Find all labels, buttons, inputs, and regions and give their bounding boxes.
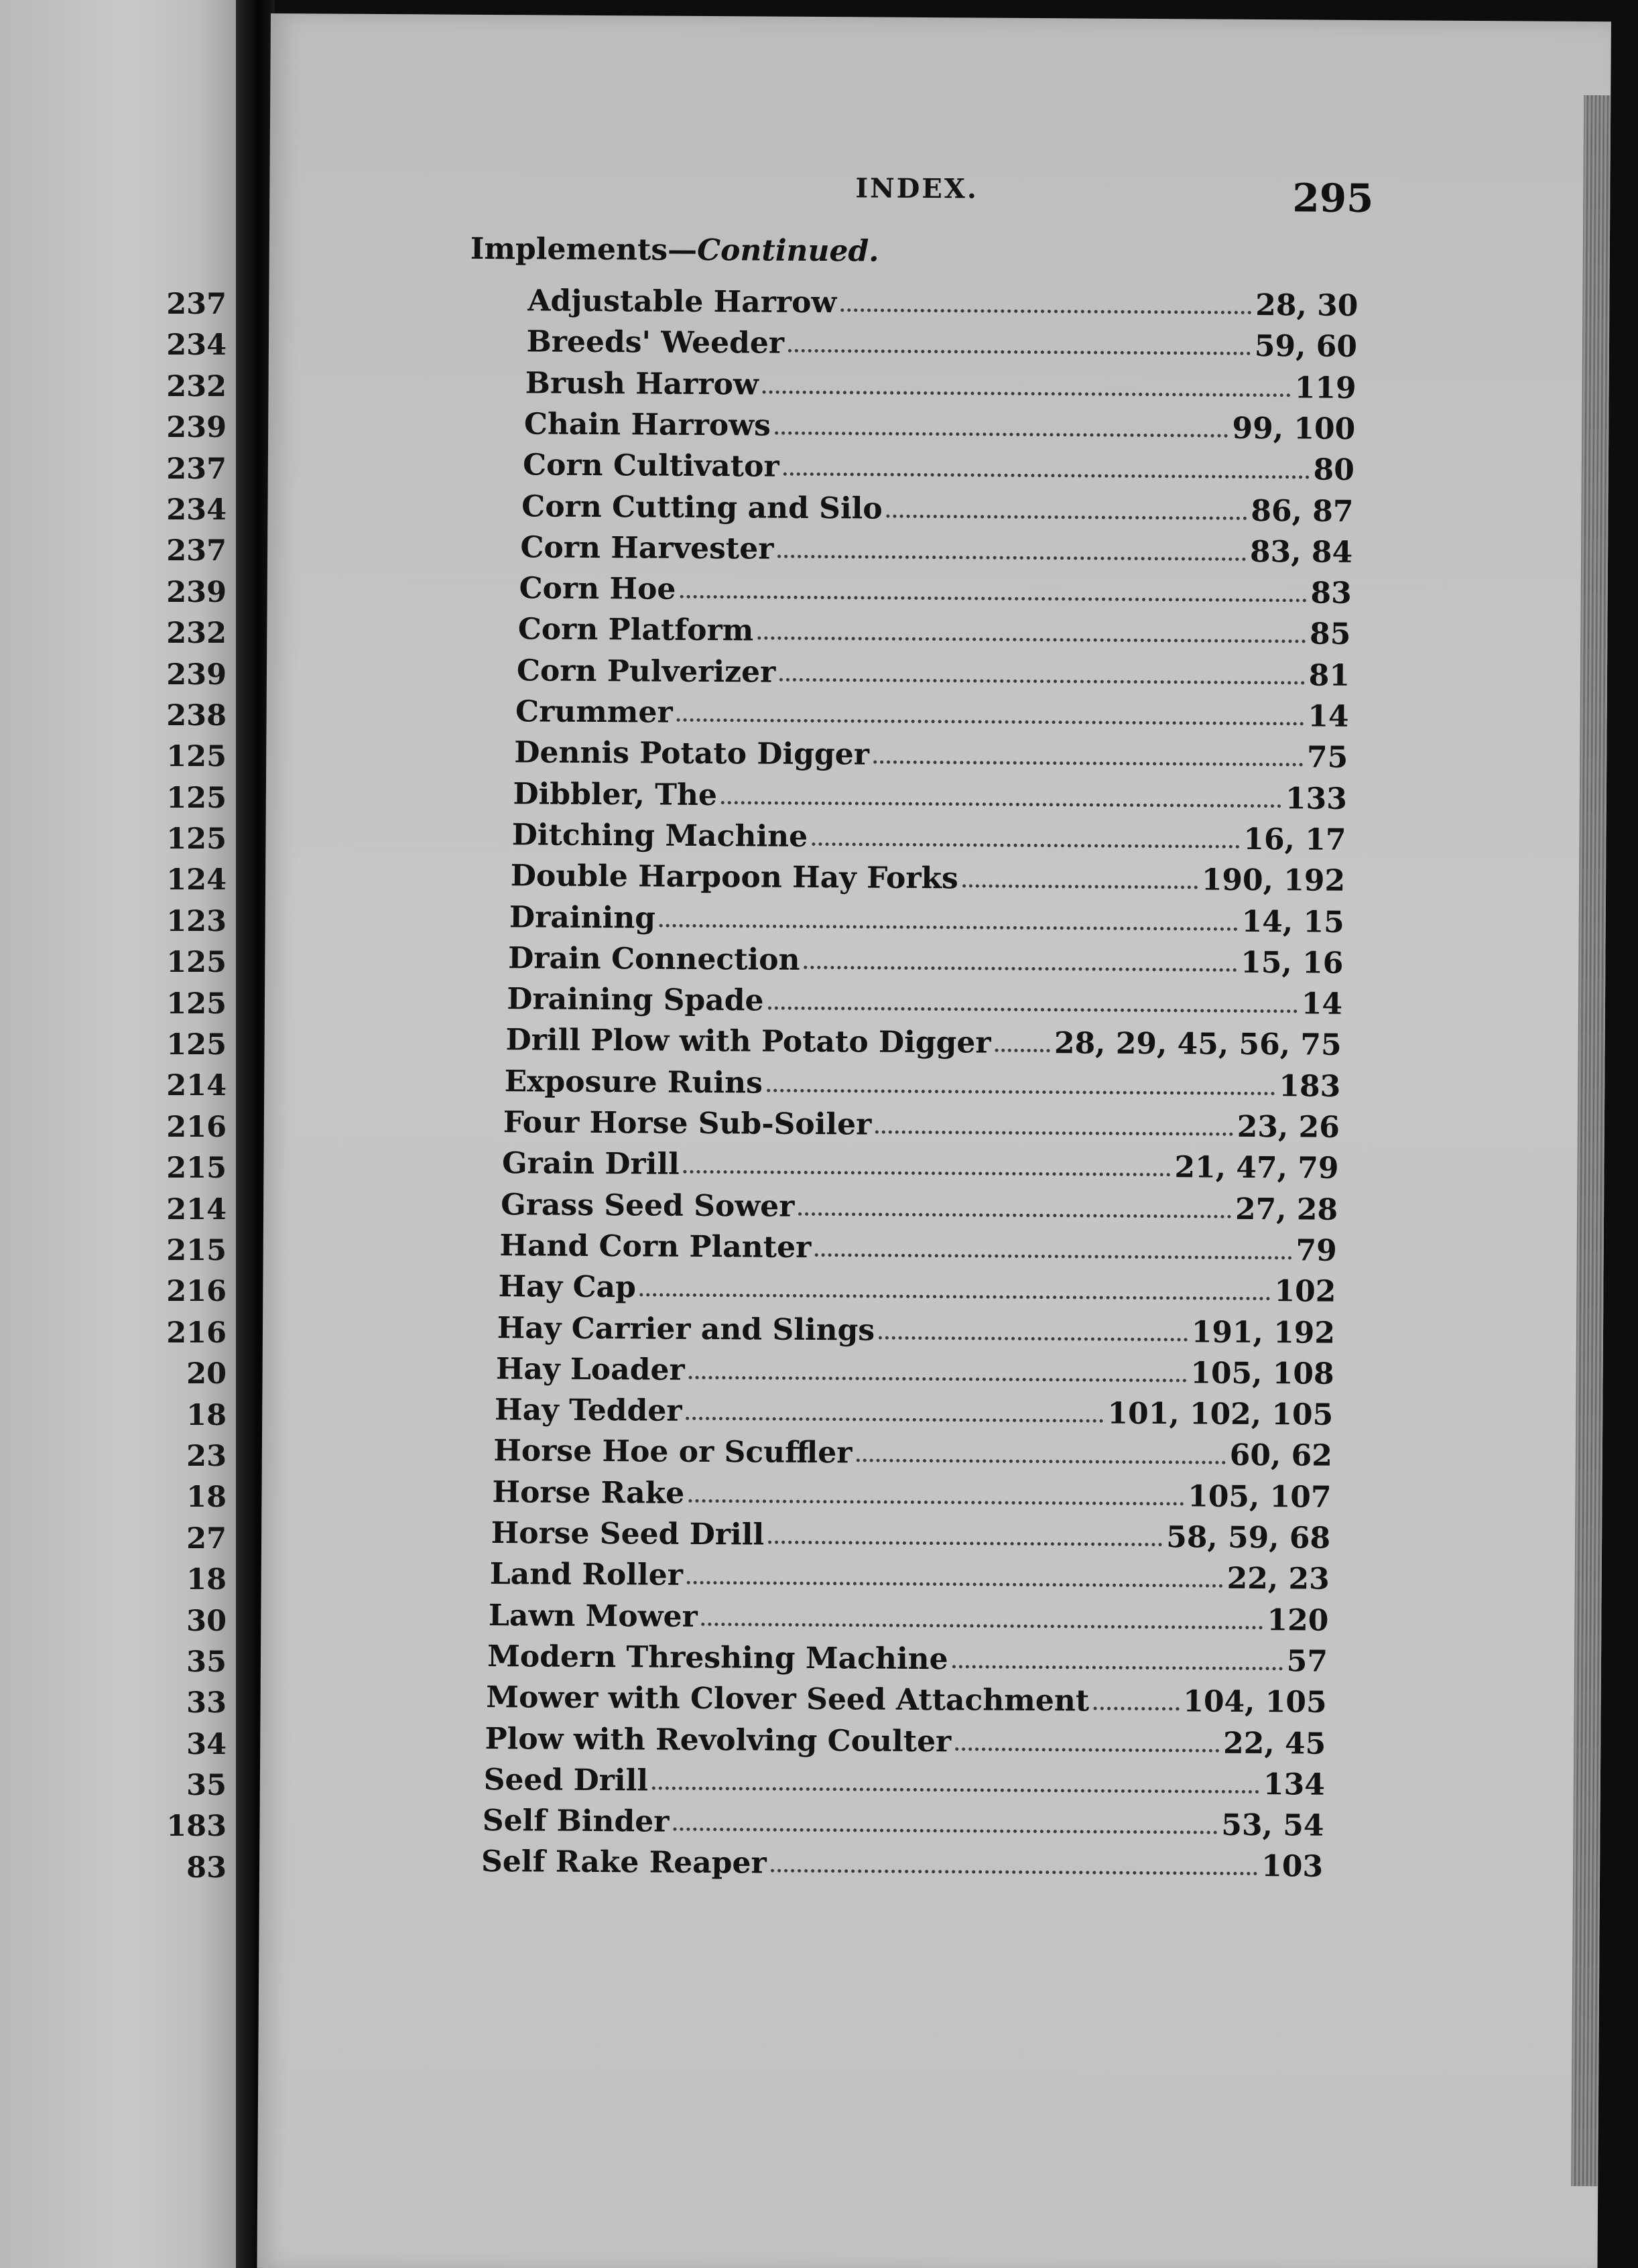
index-entries (257, 13, 1611, 2268)
dot-leader (788, 349, 1251, 355)
entry-page-refs: 22, 45 (1222, 1726, 1326, 1761)
entry-page-refs: 28, 29, 45, 56, 75 (1054, 1026, 1342, 1063)
entry-page-refs: 15, 16 (1241, 945, 1344, 981)
index-entry (524, 401, 1356, 446)
index-page (257, 13, 1611, 2268)
facing-page-number: 35 (186, 1645, 227, 1679)
entry-page-refs: 58, 59, 68 (1166, 1520, 1331, 1556)
entry-page-refs: 79 (1296, 1233, 1337, 1268)
entry-name: Corn Cutting and Silo (521, 489, 883, 526)
index-entry (490, 1551, 1330, 1596)
entry-name: Hay Cap (498, 1269, 637, 1305)
facing-page-number: 232 (166, 369, 227, 403)
facing-page-number: 83 (186, 1850, 227, 1885)
dot-leader (995, 1049, 1050, 1053)
section-heading-continued: Continued. (696, 233, 879, 269)
entry-page-refs: 27, 28 (1235, 1192, 1338, 1227)
entry-page-refs: 53, 54 (1221, 1808, 1324, 1843)
entry-page-refs: 59, 60 (1254, 329, 1358, 365)
entry-name: Brush Harrow (525, 365, 759, 402)
entry-name: Four Horse Sub-Soiler (503, 1105, 872, 1142)
index-entry (520, 524, 1352, 570)
dot-leader (856, 1459, 1225, 1464)
dot-leader (875, 1131, 1233, 1136)
entry-name: Lawn Mower (488, 1598, 698, 1634)
dot-leader (812, 842, 1239, 848)
dot-leader (962, 885, 1198, 889)
index-entry (491, 1510, 1330, 1556)
index-entry (513, 771, 1347, 816)
facing-page-number: 237 (166, 534, 227, 568)
entry-name: Hand Corn Planter (499, 1228, 812, 1265)
entry-page-refs: 103 (1261, 1849, 1324, 1885)
entry-page-refs: 191, 192 (1191, 1314, 1336, 1350)
index-entry (485, 1716, 1326, 1761)
entry-name: Self Binder (482, 1804, 670, 1839)
dot-leader (952, 1665, 1283, 1670)
entry-name: Ditching Machine (511, 818, 808, 854)
dot-leader (840, 308, 1251, 314)
entry-name: Modern Threshing Machine (487, 1639, 948, 1677)
facing-page-number: 239 (166, 411, 227, 445)
index-entry (502, 1140, 1339, 1186)
index-entry (523, 442, 1354, 487)
facing-page-numbers (166, 284, 227, 1889)
dot-leader (768, 1541, 1162, 1547)
facing-page-number: 35 (186, 1769, 227, 1803)
dot-leader (688, 1499, 1184, 1506)
entry-name: Breeds' Weeder (526, 324, 785, 361)
dot-leader (757, 637, 1306, 643)
entry-page-refs: 60, 62 (1229, 1438, 1333, 1474)
entry-name: Grain Drill (501, 1146, 680, 1182)
facing-page-number: 183 (166, 1810, 227, 1844)
index-entry (498, 1263, 1336, 1309)
index-entry (511, 853, 1346, 898)
entry-page-refs: 99, 100 (1232, 411, 1356, 446)
facing-page-number: 18 (186, 1563, 227, 1597)
dot-leader (767, 1088, 1275, 1095)
facing-page-number: 125 (166, 946, 227, 980)
index-entry (481, 1838, 1323, 1884)
index-entry (493, 1428, 1332, 1473)
entry-page-refs: 22, 23 (1226, 1562, 1330, 1596)
entry-name: Dennis Potato Digger (514, 735, 870, 772)
entry-page-refs: 14, 15 (1241, 904, 1344, 940)
dot-leader (815, 1253, 1292, 1259)
dot-leader (804, 966, 1237, 972)
entry-page-refs: 23, 26 (1237, 1109, 1340, 1145)
entry-page-refs: 14 (1301, 987, 1343, 1021)
facing-page-number: 239 (166, 575, 227, 609)
section-heading-main: Implements— (470, 231, 698, 267)
facing-page-number: 234 (166, 328, 227, 363)
entry-page-refs: 86, 87 (1251, 493, 1354, 529)
dot-leader (777, 554, 1246, 560)
entry-page-refs: 190, 192 (1201, 863, 1346, 899)
entry-page-refs: 183 (1279, 1068, 1341, 1104)
entry-name: Mower with Clover Seed Attachment (486, 1680, 1090, 1718)
entry-page-refs: 83, 84 (1249, 534, 1353, 570)
dot-leader (955, 1747, 1219, 1752)
entry-name: Corn Cultivator (522, 448, 779, 484)
dot-leader (763, 390, 1291, 397)
entry-page-refs: 14 (1308, 699, 1349, 734)
entry-name: Draining Spade (507, 982, 764, 1018)
index-entry (489, 1592, 1329, 1638)
facing-page-number: 238 (166, 698, 227, 733)
index-entry (527, 277, 1358, 323)
index-entry (525, 360, 1357, 405)
facing-page-number: 125 (166, 781, 227, 815)
facing-page-number: 232 (166, 617, 227, 651)
entry-name: Corn Hoe (519, 571, 676, 607)
facing-page-number: 239 (166, 657, 227, 692)
dot-leader (673, 1828, 1217, 1834)
index-entry (505, 1058, 1341, 1104)
index-entry (495, 1387, 1333, 1432)
entry-name: Land Roller (489, 1557, 684, 1593)
entry-name: Self Rake Reaper (481, 1844, 767, 1881)
entry-page-refs: 105, 107 (1188, 1479, 1332, 1515)
entry-name: Drill Plow with Potato Digger (505, 1023, 991, 1060)
running-head: INDEX. (855, 172, 979, 205)
index-entry (521, 483, 1354, 529)
entry-page-refs: 101, 102, 105 (1107, 1396, 1334, 1432)
index-entry (499, 1222, 1337, 1268)
entry-page-refs: 120 (1267, 1602, 1329, 1638)
facing-page-number: 214 (166, 1192, 227, 1226)
facing-page-number: 216 (166, 1275, 227, 1309)
entry-page-refs: 83 (1310, 576, 1352, 611)
entry-name: Chain Harrows (523, 407, 771, 443)
page-number: 295 (1292, 175, 1374, 222)
entry-name: Horse Seed Drill (491, 1516, 765, 1552)
entry-page-refs: 75 (1306, 740, 1348, 775)
index-entry (487, 1633, 1328, 1679)
index-entry (518, 607, 1351, 652)
dot-leader (1093, 1707, 1179, 1711)
entry-name: Horse Hoe or Scuffler (493, 1434, 853, 1470)
facing-page-number: 216 (166, 1316, 227, 1350)
facing-page-number: 30 (186, 1604, 227, 1638)
dot-leader (879, 1336, 1188, 1341)
facing-page-number: 27 (186, 1521, 227, 1556)
dot-leader (659, 924, 1238, 930)
facing-page-number: 18 (186, 1398, 227, 1432)
entry-name: Corn Platform (517, 612, 754, 648)
dot-leader (689, 1376, 1187, 1383)
index-entry (508, 935, 1344, 981)
facing-page-number: 18 (186, 1480, 227, 1515)
dot-leader (775, 431, 1228, 437)
entry-name: Dibbler, The (513, 776, 718, 812)
dot-leader (686, 1417, 1103, 1423)
facing-page-number: 237 (166, 288, 227, 321)
index-entry (484, 1757, 1326, 1802)
dot-leader (887, 514, 1247, 519)
entry-page-refs: 105, 108 (1190, 1356, 1334, 1391)
facing-page-number: 124 (166, 863, 227, 897)
facing-page-number: 237 (166, 452, 227, 486)
dot-leader (684, 1170, 1171, 1176)
facing-page-number: 215 (166, 1233, 227, 1267)
entry-name: Hay Carrier and Slings (497, 1310, 875, 1348)
index-entry (483, 1798, 1324, 1843)
index-entry (509, 894, 1344, 940)
dot-leader (687, 1581, 1223, 1588)
entry-page-refs: 28, 30 (1255, 288, 1359, 323)
facing-page-fragment (0, 0, 236, 2268)
index-entry (515, 688, 1349, 734)
entry-name: Seed Drill (483, 1762, 649, 1798)
dot-leader (677, 718, 1304, 726)
index-entry (496, 1346, 1334, 1391)
entry-name: Plow with Revolving Coulter (485, 1721, 952, 1759)
facing-page-number: 216 (166, 1110, 227, 1144)
facing-page-number: 34 (186, 1727, 227, 1761)
entry-page-refs: 21, 47, 79 (1174, 1150, 1339, 1186)
entry-name: Drain Connection (508, 940, 800, 977)
entry-name: Crummer (515, 694, 673, 730)
entry-page-refs: 57 (1286, 1644, 1328, 1679)
dot-leader (652, 1786, 1259, 1793)
entry-name: Corn Harvester (520, 530, 774, 566)
dot-leader (798, 1212, 1231, 1218)
dot-leader (783, 472, 1310, 479)
index-entry (503, 1099, 1340, 1145)
facing-page-number: 125 (166, 822, 227, 857)
entry-page-refs: 134 (1263, 1767, 1326, 1802)
index-entry (517, 647, 1350, 693)
dot-leader (721, 801, 1281, 808)
entry-page-refs: 119 (1294, 370, 1357, 405)
entry-name: Draining (509, 899, 656, 936)
facing-page-number: 125 (166, 987, 227, 1021)
entry-name: Adjustable Harrow (527, 284, 837, 320)
entry-name: Exposure Ruins (504, 1064, 763, 1100)
facing-page-number: 215 (166, 1151, 227, 1186)
dot-leader (779, 678, 1305, 684)
facing-page-number: 125 (166, 1028, 227, 1062)
facing-page-number: 33 (186, 1686, 227, 1720)
facing-page-number: 234 (166, 493, 227, 527)
index-entry (519, 565, 1351, 611)
index-entry (501, 1182, 1338, 1227)
dot-leader (680, 595, 1306, 603)
facing-page-number: 123 (166, 904, 227, 938)
facing-page-number: 125 (166, 740, 227, 774)
index-entry (486, 1674, 1327, 1720)
index-entry (492, 1469, 1331, 1515)
entry-page-refs: 102 (1274, 1274, 1336, 1309)
index-entry (514, 730, 1348, 775)
entry-page-refs: 104, 105 (1183, 1684, 1327, 1720)
entry-name: Corn Pulverizer (516, 653, 776, 690)
index-entry (507, 976, 1342, 1021)
entry-name: Hay Tedder (494, 1393, 682, 1428)
index-entry (505, 1017, 1341, 1063)
entry-page-refs: 81 (1308, 658, 1350, 693)
entry-page-refs: 80 (1313, 452, 1355, 488)
index-entry (497, 1305, 1336, 1350)
entry-page-refs: 16, 17 (1243, 822, 1346, 857)
facing-page-number: 214 (166, 1069, 227, 1103)
entry-name: Double Harpoon Hay Forks (510, 859, 958, 896)
dot-leader (702, 1623, 1263, 1629)
entry-name: Hay Loader (495, 1351, 685, 1387)
dot-leader (873, 761, 1303, 767)
index-entry (526, 319, 1357, 365)
index-entry (512, 812, 1346, 857)
dot-leader (640, 1294, 1271, 1301)
entry-page-refs: 133 (1285, 781, 1348, 816)
dot-leader (767, 1007, 1297, 1013)
entry-name: Grass Seed Sower (501, 1187, 795, 1224)
entry-name: Horse Rake (492, 1474, 685, 1511)
facing-page-number: 23 (186, 1439, 227, 1473)
facing-page-number: 20 (186, 1357, 227, 1391)
entry-page-refs: 85 (1309, 617, 1351, 652)
dot-leader (771, 1869, 1258, 1875)
